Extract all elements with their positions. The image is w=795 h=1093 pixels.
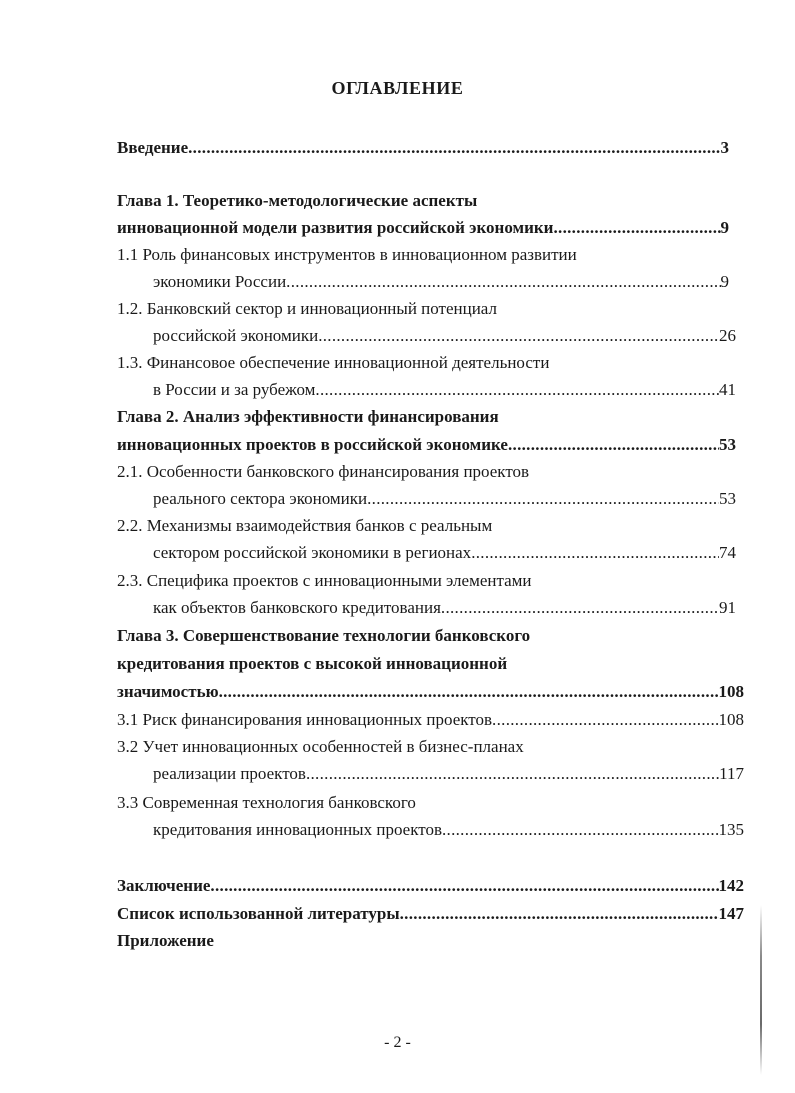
toc-entry-text: сектором российской экономики в регионах	[153, 543, 472, 562]
dot-leader	[400, 902, 719, 926]
toc-page-number: 74	[719, 543, 736, 562]
toc-page-number: 53	[719, 435, 736, 454]
chapter1-title-line1: Глава 1. Теоретико-методологические аспекты	[117, 191, 478, 210]
toc-entry-references[interactable]	[117, 902, 744, 926]
toc-entry-text: реального сектора экономики	[153, 489, 368, 508]
section-1-3-line1: 1.3. Финансовое обеспечение инновационной деятельности	[117, 353, 550, 372]
toc-entry-conclusion[interactable]	[117, 874, 744, 898]
toc-page-number: 117	[719, 764, 744, 783]
section-2-3-line1: 2.3. Специфика проектов с инновационными элементами	[117, 571, 532, 590]
toc-page-number: 26	[719, 326, 736, 345]
toc-entry-section-1-1[interactable]	[153, 270, 729, 294]
toc-entry-text: Список использованной литературы	[117, 904, 400, 923]
toc-page-number: 135	[718, 820, 744, 839]
dot-leader	[318, 324, 719, 348]
dot-leader	[553, 216, 720, 240]
toc-entry-text: инновационных проектов в российской экономике	[117, 435, 508, 454]
toc-entry-text: кредитования инновационных проектов	[153, 820, 442, 839]
dot-leader	[188, 136, 720, 160]
toc-entry-text: экономики России	[153, 272, 287, 291]
section-1-1-line1: 1.1 Роль финансовых инструментов в инновационном развитии	[117, 245, 577, 264]
toc-page-number: 53	[719, 489, 736, 508]
toc-entry-text: как объектов банковского кредитования	[153, 598, 441, 617]
toc-entry-text: Введение	[117, 138, 189, 157]
toc-entry-section-3-1[interactable]	[117, 708, 744, 732]
toc-entry-chapter3[interactable]	[117, 680, 744, 704]
toc-page-number: 91	[719, 598, 736, 617]
toc-entry-intro[interactable]	[117, 136, 729, 160]
toc-entry-text: реализации проектов	[153, 764, 306, 783]
dot-leader	[442, 818, 719, 842]
section-3-3-line1: 3.3 Современная технология банковского	[117, 793, 416, 812]
toc-entry-section-3-2[interactable]	[153, 762, 744, 786]
section-2-2-line1: 2.2. Механизмы взаимодействия банков с реальным	[117, 516, 493, 535]
toc-entry-section-1-2[interactable]	[153, 324, 736, 348]
toc-entry-section-2-2[interactable]	[153, 541, 736, 565]
toc-page-number: 3	[720, 138, 729, 157]
toc-entry-text: в России и за рубежом	[153, 380, 316, 399]
toc-entry-text: 3.1 Риск финансирования инновационных проектов	[117, 710, 493, 729]
section-3-2-line1: 3.2 Учет инновационных особенностей в бизнес-планах	[117, 737, 524, 756]
toc-entry-chapter1[interactable]	[117, 216, 729, 240]
chapter3-title-line2: кредитования проектов с высокой инновационной	[117, 654, 508, 673]
dot-leader	[508, 433, 719, 457]
section-1-2-line1: 1.2. Банковский сектор и инновационный потенциал	[117, 299, 497, 318]
dot-leader	[210, 874, 718, 898]
toc-page-number: 41	[719, 380, 736, 399]
toc-entry-section-1-3[interactable]	[153, 378, 736, 402]
toc-entry-appendix[interactable]: Приложение	[117, 931, 214, 950]
page-number: - 2 -	[384, 1034, 411, 1051]
dot-leader	[315, 378, 719, 402]
toc-entry-text: значимостью	[117, 682, 219, 701]
dot-leader	[471, 541, 719, 565]
dot-leader	[492, 708, 718, 732]
chapter3-title-line1: Глава 3. Совершенствование технологии банковского	[117, 626, 531, 645]
section-2-1-line1: 2.1. Особенности банковского финансирования проектов	[117, 462, 530, 481]
dot-leader	[306, 762, 719, 786]
chapter2-title-line1: Глава 2. Анализ эффективности финансирования	[117, 407, 499, 426]
dot-leader	[219, 680, 719, 704]
toc-entry-section-2-1[interactable]	[153, 487, 736, 511]
toc-entry-section-3-3[interactable]	[153, 818, 744, 842]
toc-page-number: 147	[718, 904, 744, 923]
dot-leader	[286, 270, 720, 294]
toc-entry-text: инновационной модели развития российской экономики	[117, 218, 554, 237]
toc-page-number: 9	[720, 218, 729, 237]
toc-entry-text: российской экономики	[153, 326, 319, 345]
toc-page-number: 9	[720, 272, 729, 291]
dot-leader	[441, 596, 719, 620]
toc-entry-chapter2[interactable]	[117, 433, 736, 457]
toc-page-number: 108	[718, 682, 744, 701]
toc-entry-text: Заключение	[117, 876, 211, 895]
toc-page-number: 108	[718, 710, 744, 729]
toc-page-number: 142	[718, 876, 744, 895]
toc-entry-section-2-3[interactable]	[153, 596, 736, 620]
dot-leader	[367, 487, 719, 511]
page-title: ОГЛАВЛЕНИЕ	[331, 78, 464, 98]
